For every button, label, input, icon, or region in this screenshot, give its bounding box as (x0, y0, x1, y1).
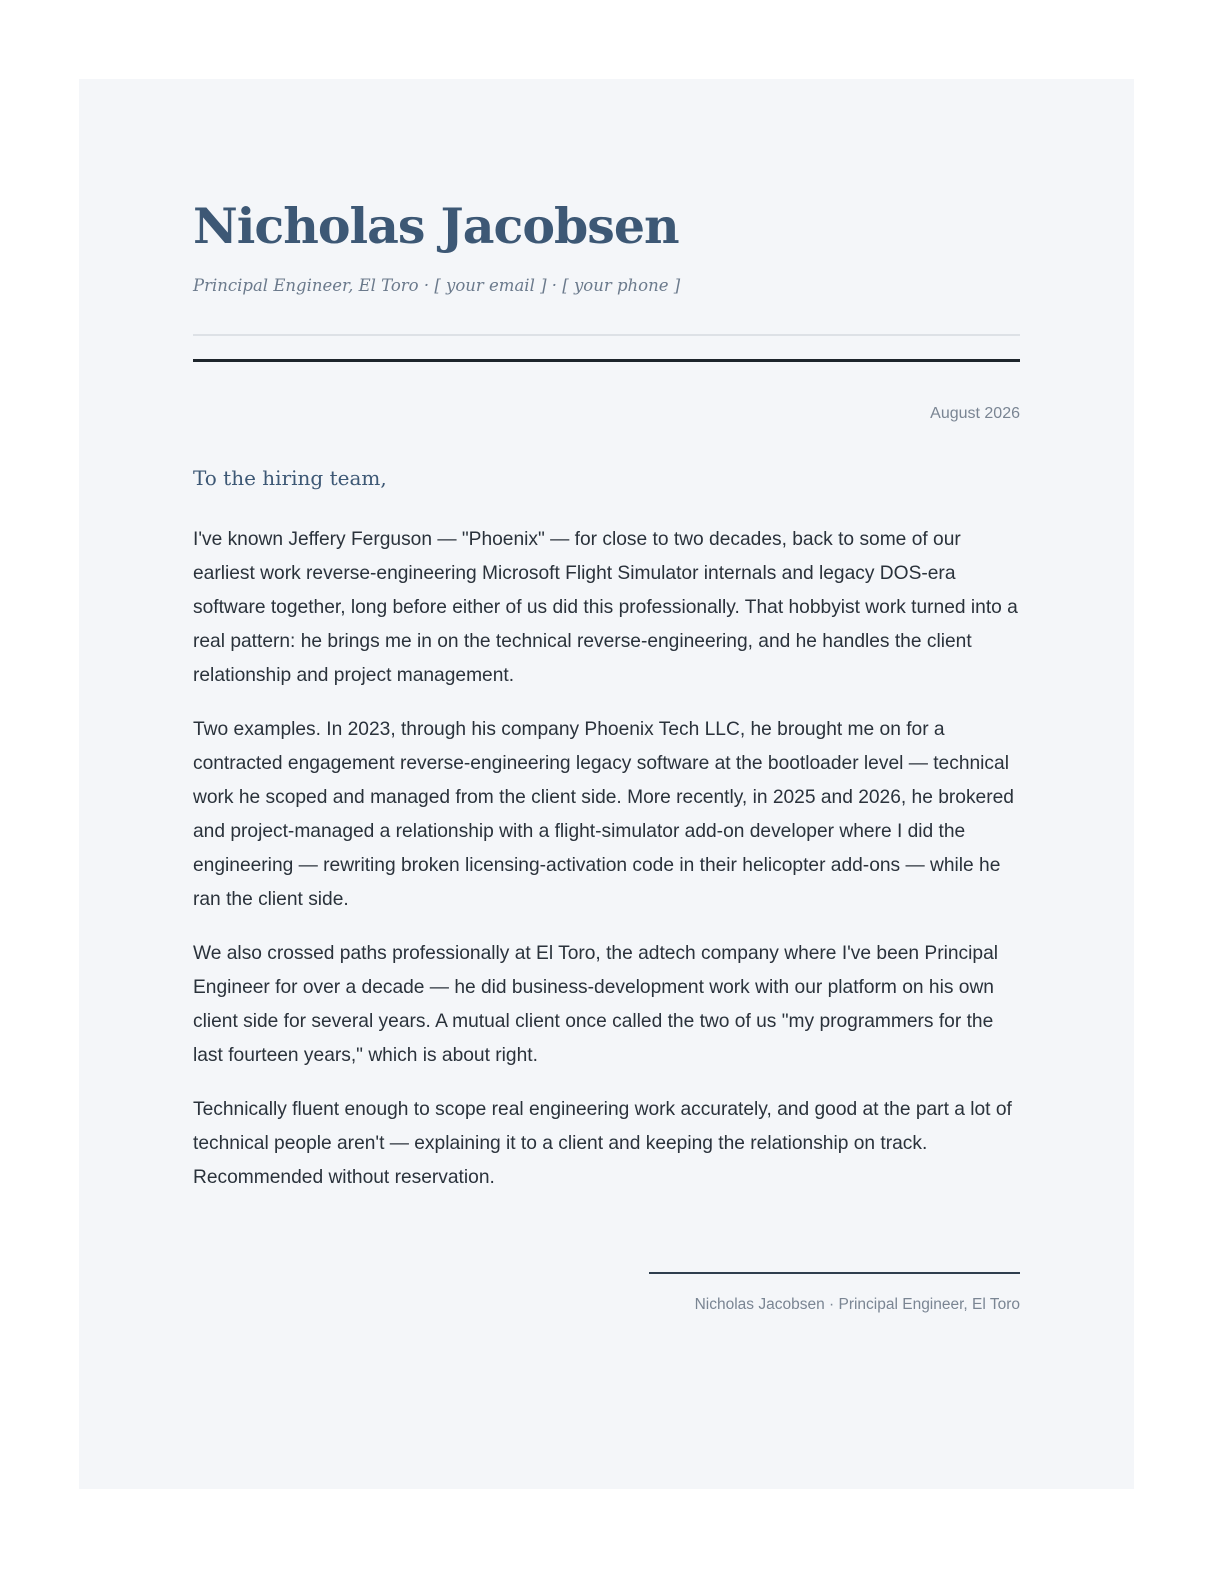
signature-text: Nicholas Jacobsen · Principal Engineer, El Toro (694, 1296, 1020, 1313)
body-paragraph: I've known Jeffery Ferguson — "Phoenix" — for close to two decades, back to some of our earliest work reverse-engineering Microsoft Flight Simulator internals and legacy DOS-era software together, long before either of us did this professionally. That hobbyist work turned into a real pattern: he brings me in on the technical reverse-engineering, and he handles the client relationship and project management. (193, 529, 1018, 686)
salutation: To the hiring team, (193, 466, 387, 490)
signature-line (649, 1272, 1020, 1274)
letter-date: August 2026 (930, 405, 1020, 422)
body-paragraph: We also crossed paths professionally at El Toro, the adtech company where I've been Principal Engineer for over a decade — he did business-development work with our platform on his own client side for several years. A mutual client once called the two of us "my programmers for the last fourteen years," which is about right. (193, 943, 999, 1066)
body-paragraph: Two examples. In 2023, through his company Phoenix Tech LLC, he brought me on for a contracted engagement reverse-engineering legacy software at the bootloader level — technical work he scoped and managed from the client side. More recently, in 2025 and 2026, he brokered and project-managed a relationship with a flight-simulator add-on developer where I did the engineering — rewriting broken licensing-activation code in their helicopter add-ons — while he ran the client side. (193, 719, 1014, 910)
letter-page (79, 79, 1134, 1489)
author-subtitle: Principal Engineer, El Toro · [ your email ] · [ your phone ] (193, 276, 681, 295)
author-name: Nicholas Jacobsen (193, 197, 679, 255)
letter-body (193, 523, 1020, 1215)
body-paragraph: Technically fluent enough to scope real engineering work accurately, and good at the part a lot of technical people aren't — explaining it to a client and keeping the relationship on track. Recommended without reservation. (193, 1099, 1012, 1188)
header-divider-thick (193, 359, 1020, 362)
header-divider-thin (193, 334, 1020, 336)
